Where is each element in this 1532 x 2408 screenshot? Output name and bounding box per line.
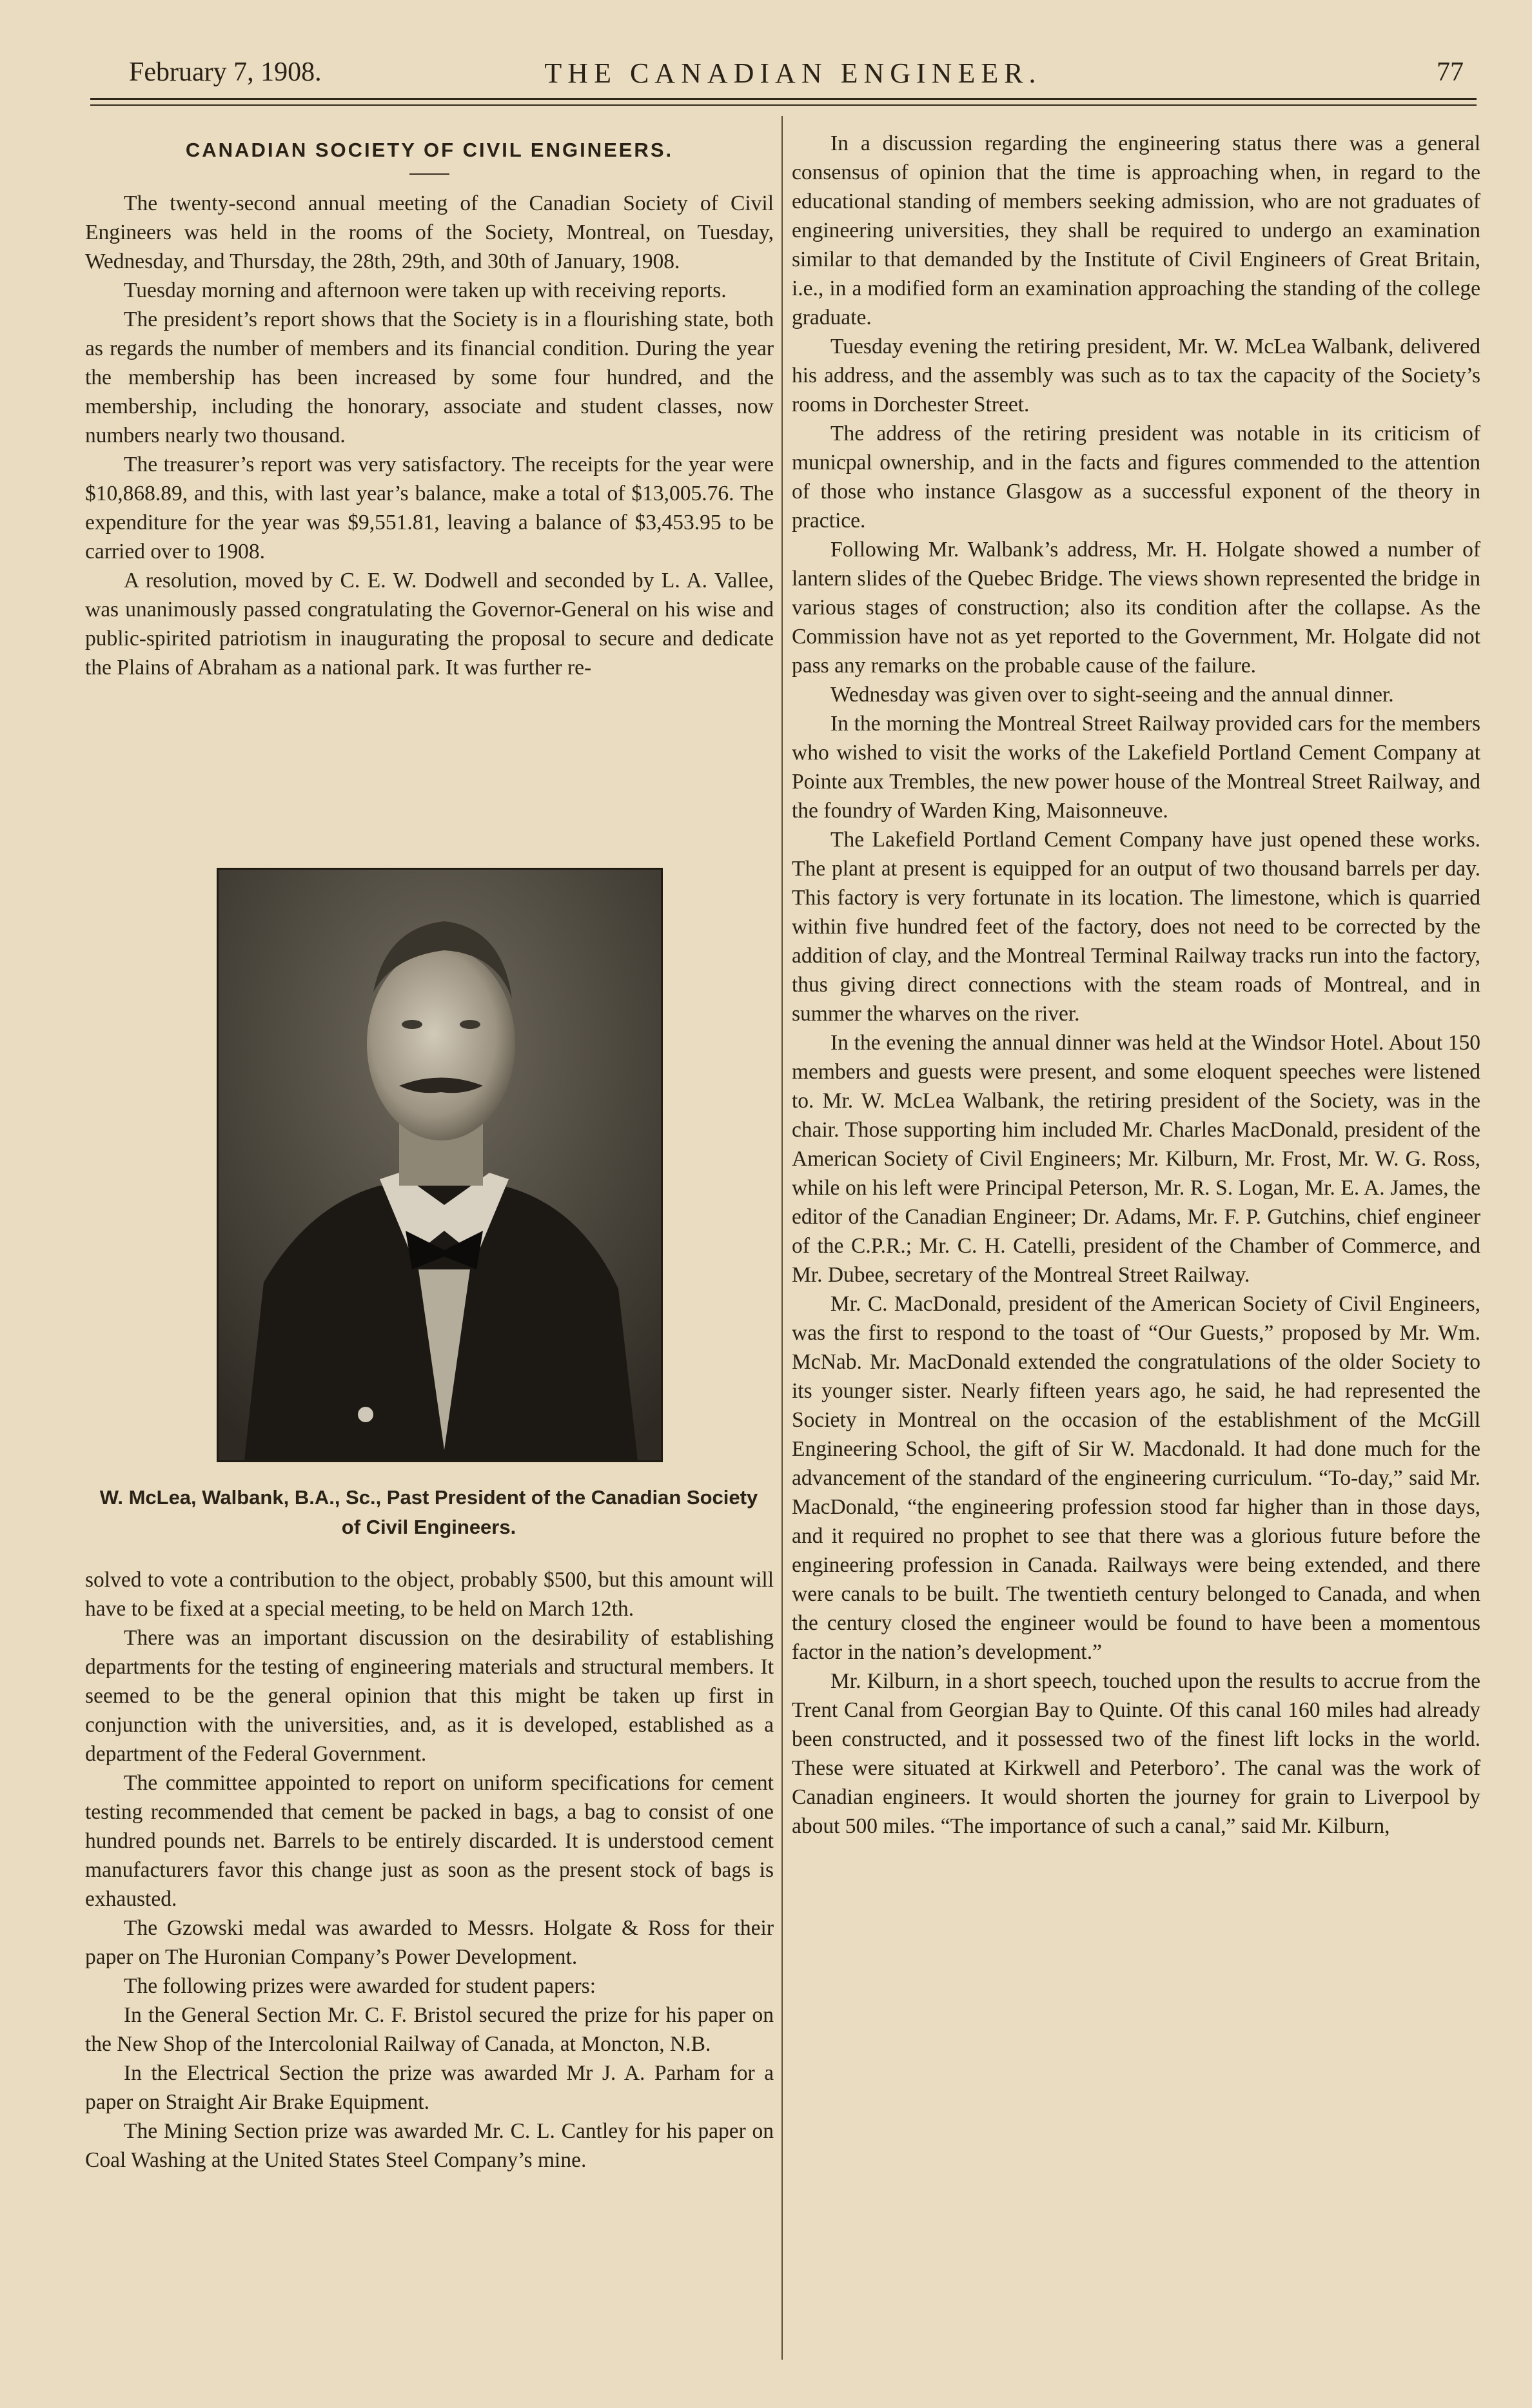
paragraph: The Lakefield Portland Cement Company have just opened these works. The plant at present is equipped for an output of two thousand barrels per day. This factory is very fortunate in its location. The limestone, which is quarried within five hundred feet of the factory, does not need to be corrected by the addition of clay, and the Montreal Terminal Railway tracks run into the factory, thus giving direct connections with the steam roads of Montreal, and in summer the wharves on the river. <box>792 828 1480 1026</box>
left-column <box>85 129 774 682</box>
paragraph: There was an important discussion on the desirability of establishing departments for the testing of engineering materials and structural members. It seemed to be the general opinion that this might be taken up first in conjunction with the universities, and, as it is developed, established as a department of the Federal Government. <box>85 1626 774 1766</box>
paragraph: solved to vote a contribution to the object, probably $500, but this amount will have to be fixed at a special meeting, to be held on March 12th. <box>85 1568 774 1621</box>
right-column <box>792 129 1480 1841</box>
paragraph: In the morning the Montreal Street Railway provided cars for the members who wished to visit the works of the Lakefield Portland Cement Company at Pointe aux Trembles, the new power house of the Montreal Street Railway, and the foundry of Warden King, Maisonneuve. <box>792 712 1480 823</box>
paragraph: Tuesday evening the retiring president, Mr. W. McLea Walbank, delivered his address, and the assembly was such as to tax the capacity of the Society’s rooms in Dorchester Street. <box>792 335 1480 416</box>
portrait-photo <box>217 868 663 1462</box>
paragraph: Tuesday morning and afternoon were taken up with receiving reports. <box>124 279 727 302</box>
paragraph: The Gzowski medal was awarded to Messrs. Holgate & Ross for their paper on The Huronian Company’s Power Development. <box>85 1916 774 1969</box>
paragraph: Wednesday was given over to sight-seeing and the annual dinner. <box>830 683 1394 707</box>
paragraph: In the General Section Mr. C. F. Bristol secured the prize for his paper on the New Shop of the Intercolonial Railway of Canada, at Moncton, N.B. <box>85 2003 774 2056</box>
paragraph: The Mining Section prize was awarded Mr. C. L. Cantley for his paper on Coal Washing at the United States Steel Company’s mine. <box>85 2119 774 2172</box>
paragraph: The following prizes were awarded for student papers: <box>124 1974 596 1998</box>
paragraph: A resolution, moved by C. E. W. Dodwell and seconded by L. A. Vallee, was unanimously passed congratulating the Governor-General on his wise and public-spirited patriotism in inaugurating the proposal to secure and dedicate the Plains of Abraham as a national park. It was further re- <box>85 569 774 680</box>
paragraph: The address of the retiring president was notable in its criticism of municpal ownership, and in the facts and figures commended to the attention of those who instance Glasgow as a successful exponent of the theory in practice. <box>792 422 1480 533</box>
title-divider <box>409 173 449 175</box>
issue-date: February 7, 1908. <box>129 57 322 87</box>
paragraph: The twenty-second annual meeting of the Canadian Society of Civil Engineers was held in the rooms of the Society, Montreal, on Tuesday, Wednesday, and Thursday, the 28th, 29th, and 30th of January, 1908. <box>85 191 774 273</box>
left-column-continued <box>85 1565 774 2175</box>
portrait-image <box>219 870 661 1460</box>
page-header <box>123 57 1464 102</box>
page-number: 77 <box>1437 57 1464 87</box>
header-rule-lower <box>90 104 1477 106</box>
column-divider <box>781 116 783 2360</box>
paragraph: Mr. Kilburn, in a short speech, touched upon the results to accrue from the Trent Canal from Georgian Bay to Quinte. Of this canal 160 miles had already been constructed, and it possessed two of the finest lift locks in the world. These were situated at Kirkwell and Peterboro’. The canal was the work of Canadian engineers. It would shorten the journey for grain to Liverpool by about 500 miles. “The importance of such a canal,” said Mr. Kilburn, <box>792 1669 1480 1838</box>
paragraph: The president’s report shows that the Society is in a flourishing state, both as regards the number of members and its financial condition. During the year the membership has been increased by some four hundred, and the membership, including the honorary, associate and student classes, now numbers nearly two thousand. <box>85 308 774 447</box>
paragraph: The committee appointed to report on uniform specifications for cement testing recommended that cement be packed in bags, a bag to consist of one hundred pounds net. Barrels to be entirely discarded. It is understood cement manufacturers favor this change just as soon as the present stock of bags is exhausted. <box>85 1771 774 1911</box>
paragraph: Following Mr. Walbank’s address, Mr. H. Holgate showed a number of lantern slides of the Quebec Bridge. The views shown represented the bridge in various stages of construction; also its condition after the collapse. As the Commission have not as yet reported to the Government, Mr. Holgate did not pass any remarks on the probable cause of the failure. <box>792 538 1480 678</box>
article-title: CANADIAN SOCIETY OF CIVIL ENGINEERS. <box>185 139 674 161</box>
paragraph: Mr. C. MacDonald, president of the American Society of Civil Engineers, was the first to respond to the toast of “Our Guests,” proposed by Mr. Wm. McNab. Mr. MacDonald extended the congratulations of the older Society to its younger sister. Nearly fifteen years ago, he said, he had represented the Society in Montreal on the occasion of the establishment of the McGill Engineering School, the gift of Sir W. Macdonald. It had done much for the advancement of the standard of the engineering curriculum. “To-day,” said Mr. MacDonald, “the engineering profession stood far higher than in those days, and it required no prophet to see that there was a glorious future before the engineering profession in Canada. Railways were being extended, and there were canals to be built. The twentieth century belonged to Canada, and when the century closed the engineer would be found to have been a momentous factor in the nation’s development.” <box>792 1292 1480 1664</box>
paragraph: The treasurer’s report was very satisfactory. The receipts for the year were $10,868.89, and this, with last year’s balance, make a total of $13,005.76. The expenditure for the year was $9,551.81, leaving a balance of $3,453.95 to be carried over to 1908. <box>85 453 774 563</box>
paragraph: In the evening the annual dinner was held at the Windsor Hotel. About 150 members and guests were present, and some eloquent speeches were listened to. Mr. W. McLea Walbank, the retiring president of the Society, was in the chair. Those supporting him included Mr. Charles MacDonald, president of the American Society of Civil Engineers; Mr. Kilburn, Mr. Frost, Mr. W. G. Ross, while on his left were Principal Peterson, Mr. R. S. Logan, Mr. E. A. James, the editor of the Canadian Engineer; Dr. Adams, Mr. F. P. Gutchins, chief engineer of the C.P.R.; Mr. C. H. Catelli, president of the Chamber of Commerce, and Mr. Dubee, secretary of the Montreal Street Railway. <box>792 1031 1480 1287</box>
journal-title: THE CANADIAN ENGINEER. <box>544 57 1042 89</box>
photo-caption: W. McLea, Walbank, B.A., Sc., Past President of the Canadian Society of Civil Engineers. <box>99 1486 758 1538</box>
paragraph: In a discussion regarding the engineering status there was a general consensus of opinion that the time is approaching when, in regard to the educational standing of members seeking admission, who are not graduates of engineering universities, they shall be required to undergo an examination similar to that demanded by the Institute of Civil Engineers of Great Britain, i.e., in a modified form an examination approaching the standing of the college graduate. <box>792 132 1480 329</box>
header-rule <box>90 98 1477 100</box>
paragraph: In the Electrical Section the prize was awarded Mr J. A. Parham for a paper on Straight Air Brake Equipment. <box>85 2061 774 2114</box>
